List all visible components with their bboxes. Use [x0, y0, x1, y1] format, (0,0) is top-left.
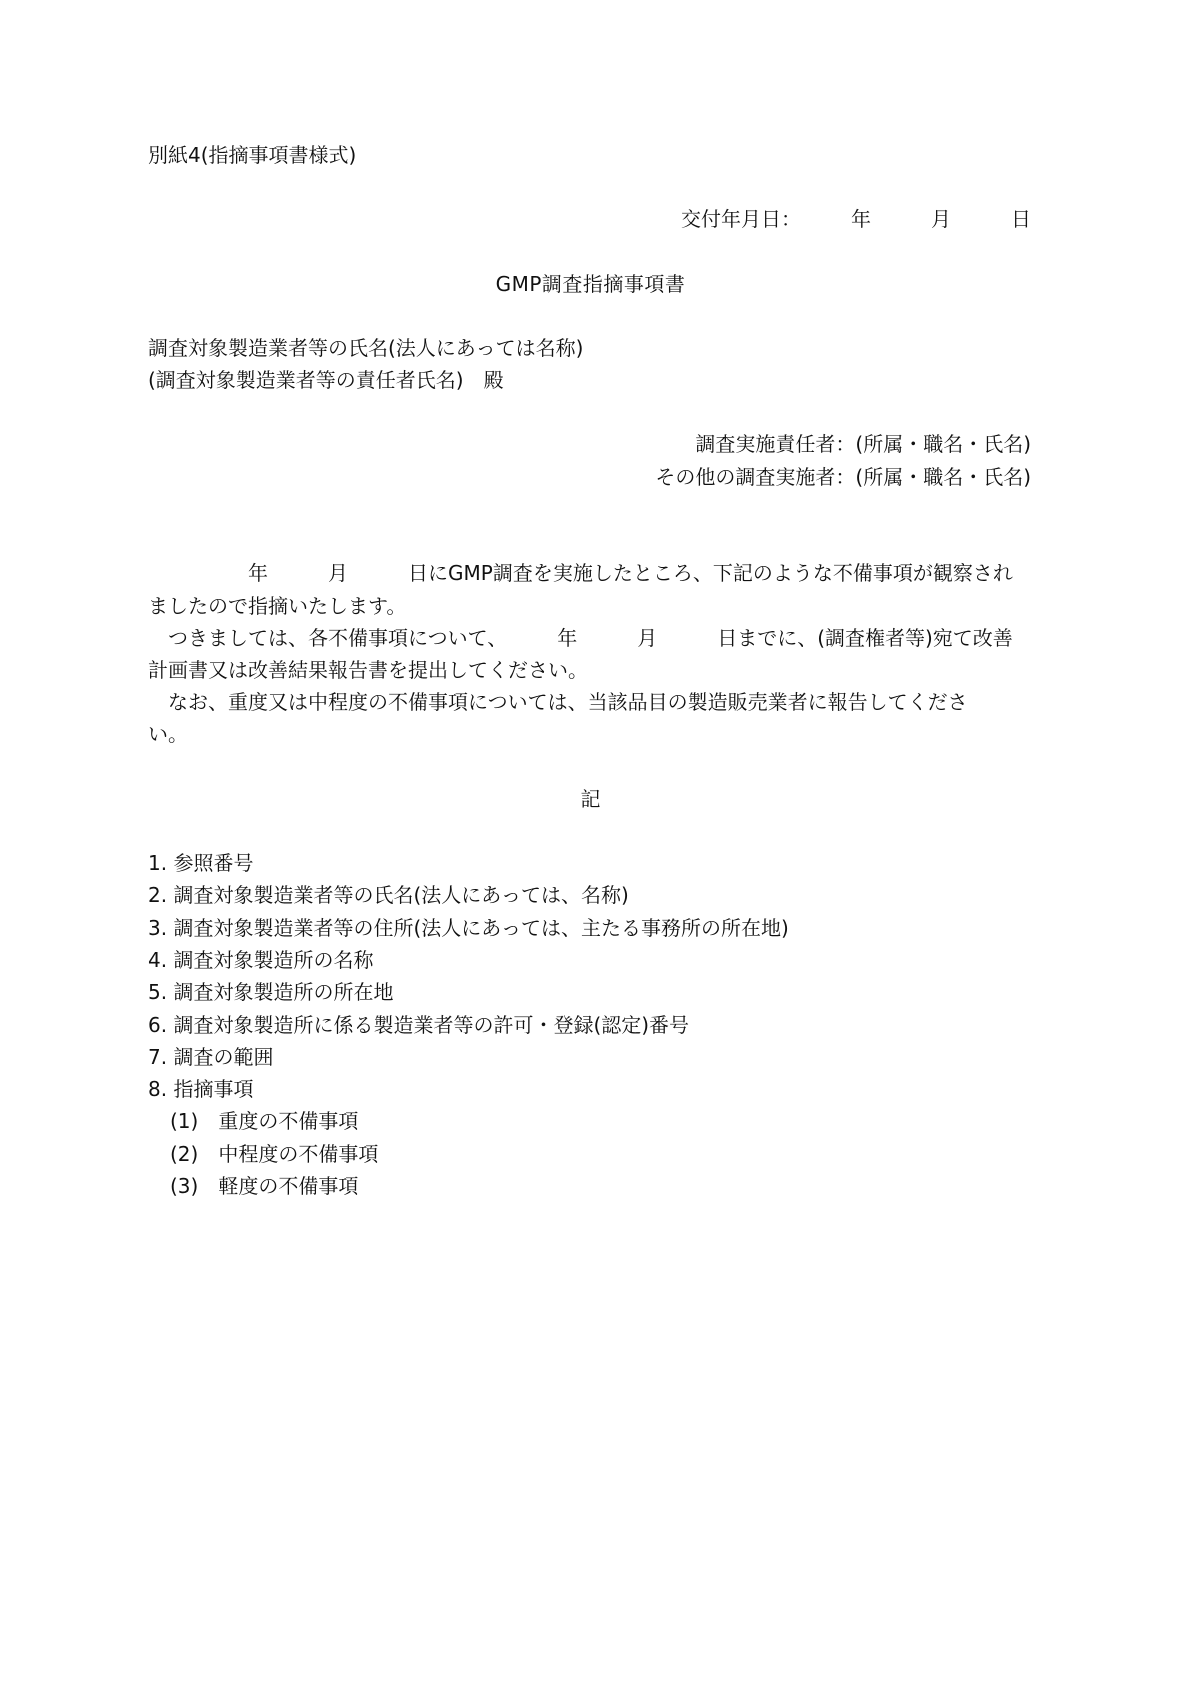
list-item: 6. 調査対象製造所に係る製造業者等の許可・登録(認定)番号: [148, 1013, 690, 1037]
ki-heading: 記: [580, 787, 601, 811]
list-item: 8. 指摘事項: [148, 1077, 254, 1101]
list-item: 3. 調査対象製造業者等の住所(法人にあっては、主たる事務所の所在地): [148, 916, 789, 940]
body-paragraph-3-line-1: なお、重度又は中程度の不備事項については、当該品目の製造販売業者に報告してくださ: [148, 690, 968, 714]
sub-list-item: (1) 重度の不備事項: [170, 1109, 359, 1133]
body-paragraph-2-line-2: 計画書又は改善結果報告書を提出してください。: [148, 658, 588, 682]
document-title: GMP調査指摘事項書: [495, 272, 686, 296]
attachment-label: 別紙4(指摘事項書様式): [148, 143, 357, 167]
addressee-name: 調査対象製造業者等の氏名(法人にあっては名称): [148, 336, 584, 360]
body-paragraph-1-line-1: 年 月 日にGMP調査を実施したところ、下記のような不備事項が観察され: [148, 561, 1013, 585]
list-item: 1. 参照番号: [148, 851, 254, 875]
addressee-responsible: (調査対象製造業者等の責任者氏名) 殿: [148, 368, 504, 392]
issue-date: 交付年月日： 年 月 日: [681, 207, 1031, 231]
list-item: 4. 調査対象製造所の名称: [148, 948, 374, 972]
body-paragraph-1-line-2: ましたので指摘いたします。: [148, 594, 407, 618]
inspector-others: その他の調査実施者：(所属・職名・氏名): [655, 465, 1031, 489]
body-paragraph-3-line-2: い。: [148, 722, 188, 746]
list-item: 2. 調査対象製造業者等の氏名(法人にあっては、名称): [148, 883, 629, 907]
list-item: 5. 調査対象製造所の所在地: [148, 980, 394, 1004]
sub-list-item: (3) 軽度の不備事項: [170, 1174, 359, 1198]
inspector-chief: 調査実施責任者：(所属・職名・氏名): [695, 432, 1031, 456]
sub-list-item: (2) 中程度の不備事項: [170, 1142, 379, 1166]
list-item: 7. 調査の範囲: [148, 1045, 274, 1069]
body-paragraph-2-line-1: つきましては、各不備事項について、 年 月 日までに、(調査権者等)宛て改善: [148, 626, 1013, 650]
